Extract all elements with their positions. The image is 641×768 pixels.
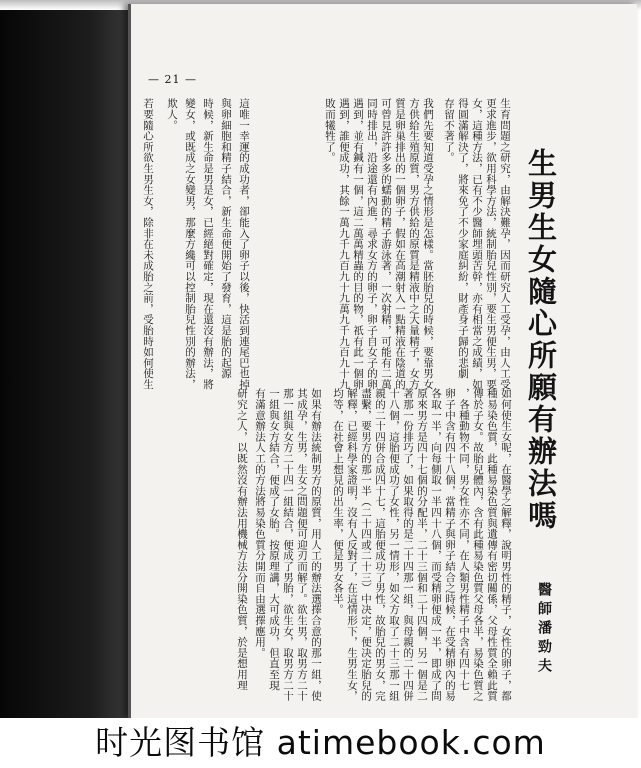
body-column: 同時排出，沿途還有內進，尋求女方的卵子，卵子自女子的卵 (366, 98, 378, 390)
body-column: 一組與女方結合，便成了女胎。按原理講，大可成功，但直至現 (268, 388, 280, 691)
article-title: 生男生女隨心所願有辦法嗎 (524, 148, 558, 532)
page-number: — 21 — (148, 73, 197, 86)
body-column: 可曾見許許多多的蠕動的精子游泳著，一次射精，可能有二萬 (380, 98, 392, 390)
body-column: 女，這種方法，已有不少醫師埋頭苦幹，亦有相當之成績，如 (471, 98, 483, 390)
scan-dark-edge (0, 0, 130, 768)
body-column: 存留不著了。 (443, 98, 455, 163)
body-column: 與卵細胞和精子結合，新生命便開始了發育，這是胎的起源 (220, 98, 232, 379)
body-column: 這唯一幸運的成功者，卻能入了卵子以後，快活到連尾巴也掉 (238, 98, 250, 390)
body-column: 親的二十四併合成四十七，這胎便成功了男性，故胎兒的男女，完 (374, 388, 386, 702)
body-column: 有滿意辦法人工的方法將易染色質分開而自由選擇應用。 (254, 388, 266, 658)
body-column: 時候，新生命是男是女，已經絕對確定，現在還沒有辦法，將 (202, 98, 214, 390)
body-column: 遇到，並有鍼有一個，這二萬萬精蟲的目的物，祇有此一個卵 (352, 98, 364, 390)
body-column: ，各種動物不同，男女性亦不同，在人類男性精子中含有四十七 (458, 388, 470, 691)
body-column: 遇到，誰便成功，其餘一萬九千九百九十九萬九千九百九十九 (338, 98, 350, 390)
article-author: 醫師潘勁夫 (536, 582, 552, 677)
body-column: 研究之人，以既然沒有辦法用機械方法分開染色質，於是想用理 (236, 388, 248, 691)
body-column: 解釋，已經科學家證明，沒有人反對了，在這情形下，生男生女， (346, 388, 358, 702)
body-column: 若要隨心所欲生男生女，除非在未成胎之前，受胎時如何使生 (142, 98, 154, 390)
body-column: 傳於子女。故胎兒體內，含有此種易染色質父母各半，易染色質之 (472, 388, 484, 702)
body-column: 如果有辦法統制男方的原質，用人工的辦法選擇合意的那一組，使 (310, 388, 322, 702)
body-column: 質是卵巢排出的一個卵子，假如在高潮射入一點精液在陰道的 (394, 98, 406, 390)
body-column: 方供給生殖原質，男方供給的原質是精液中之大量精子，女方 (408, 98, 420, 390)
body-column: 敗而犧牲了。 (324, 98, 336, 163)
body-column: 變女，或既成之女變男，那麼方纔可以控制胎兒性別的辦法， (184, 98, 196, 390)
body-column: 十八個，這胎便成功了女性，另一情形，如父方取了二十三那一組 (388, 388, 400, 702)
body-column: 各取一半，向每側取一半四十八個，而受精卵便成一半，即成了問 (430, 388, 442, 702)
body-column: 更求進步，欲用科學方法，統制胎兒性別，要生男便生男，要 (485, 98, 497, 390)
body-column: 均等，在社會上想見的出生率，便是男女各半。 (332, 388, 344, 615)
body-column: 得圓滿解決了，將來免了不少家庭糾紛，財產身子歸的悲劇 (457, 98, 469, 379)
body-column: 欺人。 (166, 98, 178, 131)
body-column: 種易染色質，此種易染色質與遺傳有密切關係，父母性質全賴此質 (486, 388, 498, 702)
watermark-text: 时光图书馆 atimebook.com (0, 718, 641, 768)
body-column: 著那一份排巧了，如果取得的是二十四那一組，與母親的二十四併 (402, 388, 414, 702)
body-column: 我們先要知道受孕之情形是怎樣。當胚胎兒的時候，要靠男女 (422, 98, 434, 390)
body-column: 那一組與女方二十四一組結合，便成了男胎，欲生女，取男方二十 (282, 388, 294, 702)
body-column: 卵子中含有四十八個，當精子與卵子結合之時候，在受精卵內的易 (444, 388, 456, 702)
body-column: 其成孕，生男，生女之問題便可迎刃而解了。欲生男，取男方二十 (296, 388, 308, 702)
body-column: 生育問題之研究，由解決難孕，因而研究人工受孕，由人工受 (499, 98, 511, 390)
body-column: 原來男方是四十七個的分配半，二十三個和二十四個，另一個是二 (416, 388, 428, 702)
body-column: 盡繫，要男方的那一半（二十四或二十三）中决定，便决定胎兒的 (360, 388, 372, 702)
body-column: 如何使生女呢，在醫學之解釋，說明男性的精子，女性的卵子，都 (500, 388, 512, 702)
